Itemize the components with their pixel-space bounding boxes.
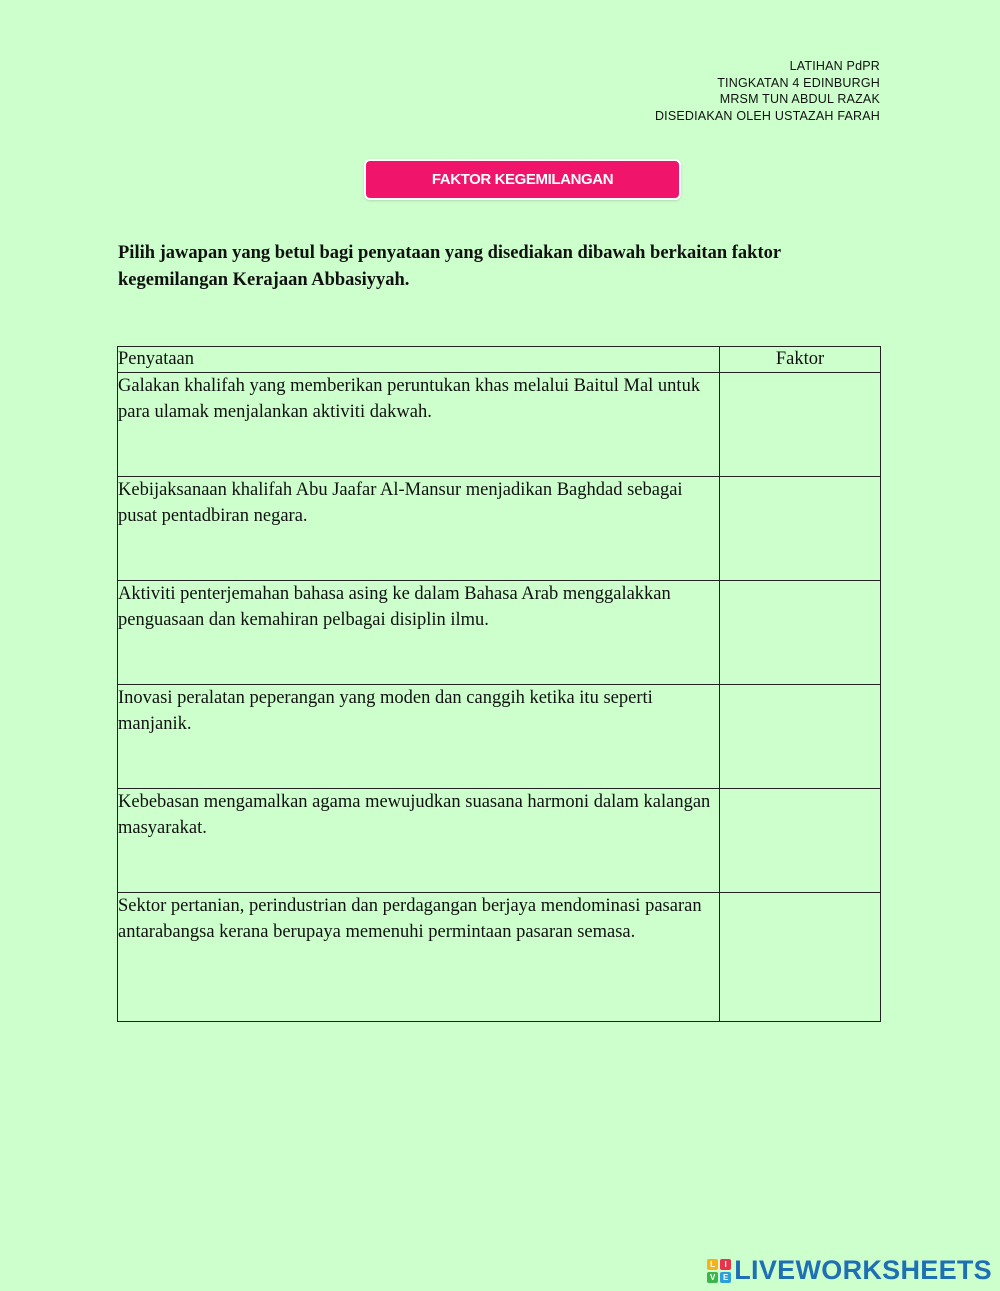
logo-letter-e: E xyxy=(720,1272,731,1283)
header-line-exercise: LATIHAN PdPR xyxy=(789,59,880,73)
answer-drop-zone[interactable] xyxy=(720,685,881,789)
brand-text: LIVEWORKSHEETS xyxy=(734,1255,992,1285)
table-row xyxy=(118,477,881,581)
statement-cell: Kebijaksanaan khalifah Abu Jaafar Al-Mansur menjadikan Baghdad sebagai pusat pentadbiran negara. xyxy=(118,477,720,581)
header-line-class: TINGKATAN 4 EDINBURGH xyxy=(717,75,880,90)
statement-cell: Sektor pertanian, perindustrian dan perdagangan berjaya mendominasi pasaran antarabangsa kerana berupaya memenuhi permintaan pasaran semasa. xyxy=(118,893,720,1022)
table-row xyxy=(118,893,881,1022)
logo-letter-l: L xyxy=(707,1259,718,1270)
table-row xyxy=(118,373,881,477)
logo-letter-v: V xyxy=(707,1272,718,1283)
header-penyataan: Penyataan xyxy=(118,347,720,373)
statement-cell: Aktiviti penterjemahan bahasa asing ke dalam Bahasa Arab menggalakkan penguasaan dan kemahiran pelbagai disiplin ilmu. xyxy=(118,581,720,685)
answer-drop-zone[interactable] xyxy=(720,581,881,685)
instruction-text: Pilih jawapan yang betul bagi penyataan yang disediakan dibawah berkaitan faktor kegemilangan Kerajaan Abbasiyyah. xyxy=(118,243,781,290)
statement-table xyxy=(117,346,881,1022)
answer-drop-zone[interactable] xyxy=(720,477,881,581)
header-line-author: DISEDIAKAN OLEH USTAZAH FARAH xyxy=(654,108,880,123)
header-line-school: MRSM TUN ABDUL RAZAK xyxy=(719,92,880,106)
header-faktor: Faktor xyxy=(720,347,881,373)
statement-cell: Kebebasan mengamalkan agama mewujudkan suasana harmoni dalam kalangan masyarakat. xyxy=(118,789,720,893)
title-banner: FAKTOR KEGEMILANGAN xyxy=(364,159,681,200)
liveworksheets-logo-icon xyxy=(707,1259,731,1283)
header-info xyxy=(655,58,880,124)
table-row xyxy=(118,685,881,789)
statement-cell: Inovasi peralatan peperangan yang moden dan canggih ketika itu seperti manjanik. xyxy=(118,685,720,789)
answer-drop-zone[interactable] xyxy=(720,893,881,1022)
table-row xyxy=(118,789,881,893)
table-row xyxy=(118,581,881,685)
table-header-row xyxy=(118,347,881,373)
answer-drop-zone[interactable] xyxy=(720,373,881,477)
logo-letter-i: I xyxy=(720,1259,731,1270)
liveworksheets-brand[interactable] xyxy=(707,1255,992,1286)
statement-cell: Galakan khalifah yang memberikan peruntukan khas melalui Baitul Mal untuk para ulamak menjalankan aktiviti dakwah. xyxy=(118,373,720,477)
answer-drop-zone[interactable] xyxy=(720,789,881,893)
